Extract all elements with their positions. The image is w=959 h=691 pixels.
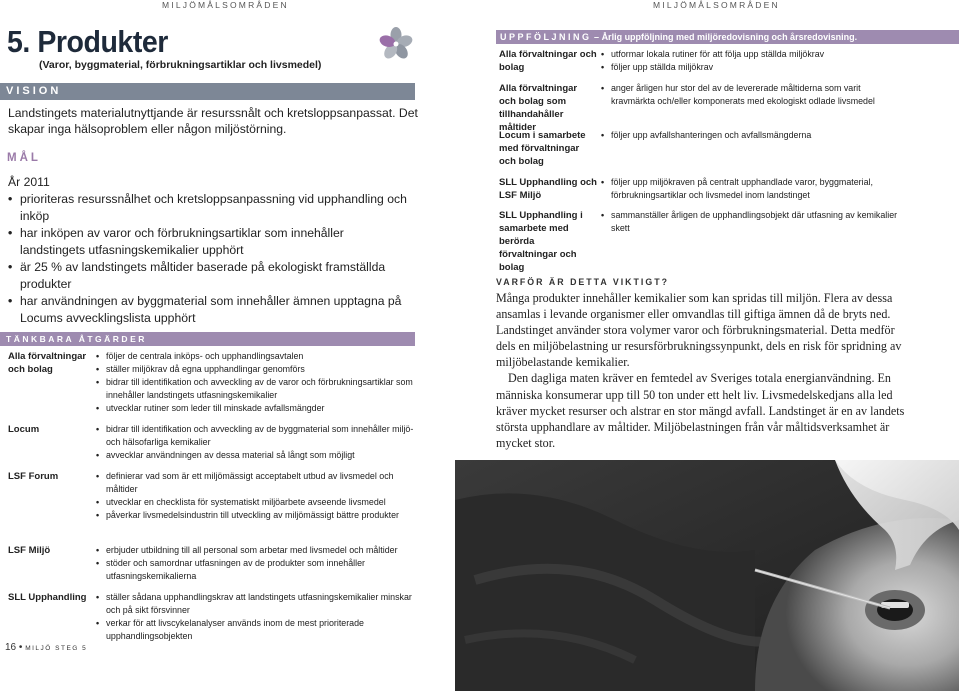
followup-item: • utformar lokala rutiner för att följa upp ställda miljökrav xyxy=(601,48,901,61)
page-title: 5. Produkter xyxy=(7,24,168,59)
why-heading: VARFÖR ÄR DETTA VIKTIGT? xyxy=(496,277,669,287)
followup-item: • anger årligen hur stor del av de levererade måltiderna som varit kravmärkta och/eller komponerats med ekologiskt odlade livsmedel xyxy=(601,82,901,107)
action-item: • avvecklar användningen av dessa material så långt som möjligt xyxy=(96,449,416,462)
action-item: • definierar vad som är ett miljömässigt acceptabelt utbud av livsmedel och måltider xyxy=(96,470,416,496)
page-number: 16 xyxy=(5,642,17,653)
goal-item: • prioriteras resurssnålhet och kretsloppsanpassning vid upphandling och inköp xyxy=(8,191,408,225)
why-text xyxy=(496,290,910,451)
followup-item: • följer upp ställda miljökrav xyxy=(601,61,901,74)
followup-actor-label: Locum i samarbete med förvaltningar och bolag xyxy=(499,130,586,167)
action-item: • bidrar till identifikation och avveckling av de varor och förbrukningsartiklar som innehåller landstingets utfasningskemikalier xyxy=(96,376,416,402)
running-head-left: MILJÖMÅLSOMRÅDEN xyxy=(162,0,289,10)
action-item: • påverkar livsmedelsindustrin till utveckling av miljömässigt bättre produkter xyxy=(96,509,416,522)
why-paragraph: Många produkter innehåller kemikalier som kan spridas till miljön. Flera av dessa ansamlas i levande organismer eller omvandlas till giftiga ämnen då de bryts ned. Landstinget använder stora volymer varor och förbrukningsmaterial. Detta medför dels en miljöbelastning ur resursförbrukningssynpunkt, dels en risk för spridning av miljöbelastande kemikalier. xyxy=(496,291,902,370)
followup-text: Årlig uppföljning med miljöredovisning och årsredovisning. xyxy=(601,32,858,42)
followup-label: UPPFÖLJNING xyxy=(500,32,592,42)
page-subtitle: (Varor, byggmaterial, förbrukningsartiklar och livsmedel) xyxy=(39,59,322,71)
dental-photo xyxy=(455,460,959,691)
action-actor-label: Locum xyxy=(8,424,40,435)
followup-actor-label: Alla förvaltningar och bolag som tillhandahåller måltider xyxy=(499,83,578,133)
action-actor-label: LSF Forum xyxy=(8,471,59,482)
action-item: • ställer sådana upphandlingskrav att landstingets utfasningskemikalier minskar och på sikt försvinner xyxy=(96,591,416,617)
vision-heading: VISION xyxy=(0,83,415,100)
goals-intro: År 2011 xyxy=(8,175,50,189)
action-item: • utvecklar rutiner som leder till minskade avfallsmängder xyxy=(96,402,416,415)
page-footer xyxy=(5,642,87,653)
action-actor-label: LSF Miljö xyxy=(8,545,51,556)
goal-item: • har inköpen av varor och förbrukningsartiklar som innehåller landstingets utfasningskemikalier upphört xyxy=(8,225,408,259)
action-item: • ställer miljökrav då egna upphandlingar genomförs xyxy=(96,363,416,376)
flower-logo-icon xyxy=(379,27,413,61)
goal-item: • är 25 % av landstingets måltider baserade på ekologiskt framställda produkter xyxy=(8,259,408,293)
followup-actor-label: SLL Upphandling och LSF Miljö xyxy=(499,177,597,201)
followup-heading xyxy=(496,30,959,44)
vision-text: Landstingets materialutnyttjande är resurssnålt och kretsloppsanpassat. Det skapar inga hälsoproblem eller någon miljöstörning. xyxy=(8,106,418,136)
footer-bullet: • xyxy=(18,642,23,653)
followup-actor-label: SLL Upphandling i samarbete med berörda förvaltningar och bolag xyxy=(499,210,583,273)
running-head-right: MILJÖMÅLSOMRÅDEN xyxy=(653,0,780,10)
why-paragraph: Den dagliga maten kräver en femtedel av Sveriges totala energianvändning. En människa konsumerar upp till 50 ton under ett helt liv. Livsmedelskedjans alla led kräver mycket resurser och alstrar en stor mängd avfall. Landstinget är en av landets största upphandlare av måltider. Miljöbelastningen från vår måltidsverksamhet är mycket stor. xyxy=(496,371,905,450)
goals-list xyxy=(8,191,408,327)
followup-item: • följer upp miljökraven på centralt upphandlade varor, byggmaterial, förbrukningsartiklar och livsmedel inom landstinget xyxy=(601,176,901,201)
footer-label: MILJÖ STEG 5 xyxy=(25,645,88,652)
followup-item: • sammanställer årligen de upphandlingsobjekt där utfasning av kemikalier skett xyxy=(601,209,901,234)
action-item: • stöder och samordnar utfasningen av de produkter som innehåller utfasningskemikalierna xyxy=(96,557,416,583)
action-item: • bidrar till identifikation och avveckling av de byggmaterial som innehåller miljö- och hälsofarliga kemikalier xyxy=(96,423,416,449)
action-item: • verkar för att livscykelanalyser används inom de mest prioriterade upphandlingsobjekten xyxy=(96,617,416,643)
followup-actor-label: Alla förvaltningar och bolag xyxy=(499,49,597,73)
action-actor-label: SLL Upphandling xyxy=(8,592,87,603)
action-item: • följer de centrala inköps- och upphandlingsavtalen xyxy=(96,350,416,363)
followup-item: • följer upp avfallshanteringen och avfallsmängderna xyxy=(601,129,901,142)
action-item: • utvecklar en checklista för systematiskt miljöarbete avseende livsmedel xyxy=(96,496,416,509)
goals-heading: MÅL xyxy=(7,152,41,164)
action-actor-label: Alla förvaltningar och bolag xyxy=(8,351,87,375)
action-item: • erbjuder utbildning till all personal som arbetar med livsmedel och måltider xyxy=(96,544,416,557)
goal-item: • har användningen av byggmaterial som innehåller ämnen upptagna på Locums avvecklingslista upphört xyxy=(8,293,408,327)
followup-dash: – xyxy=(594,32,600,42)
actions-heading: TÄNKBARA ÅTGÄRDER xyxy=(0,332,415,346)
